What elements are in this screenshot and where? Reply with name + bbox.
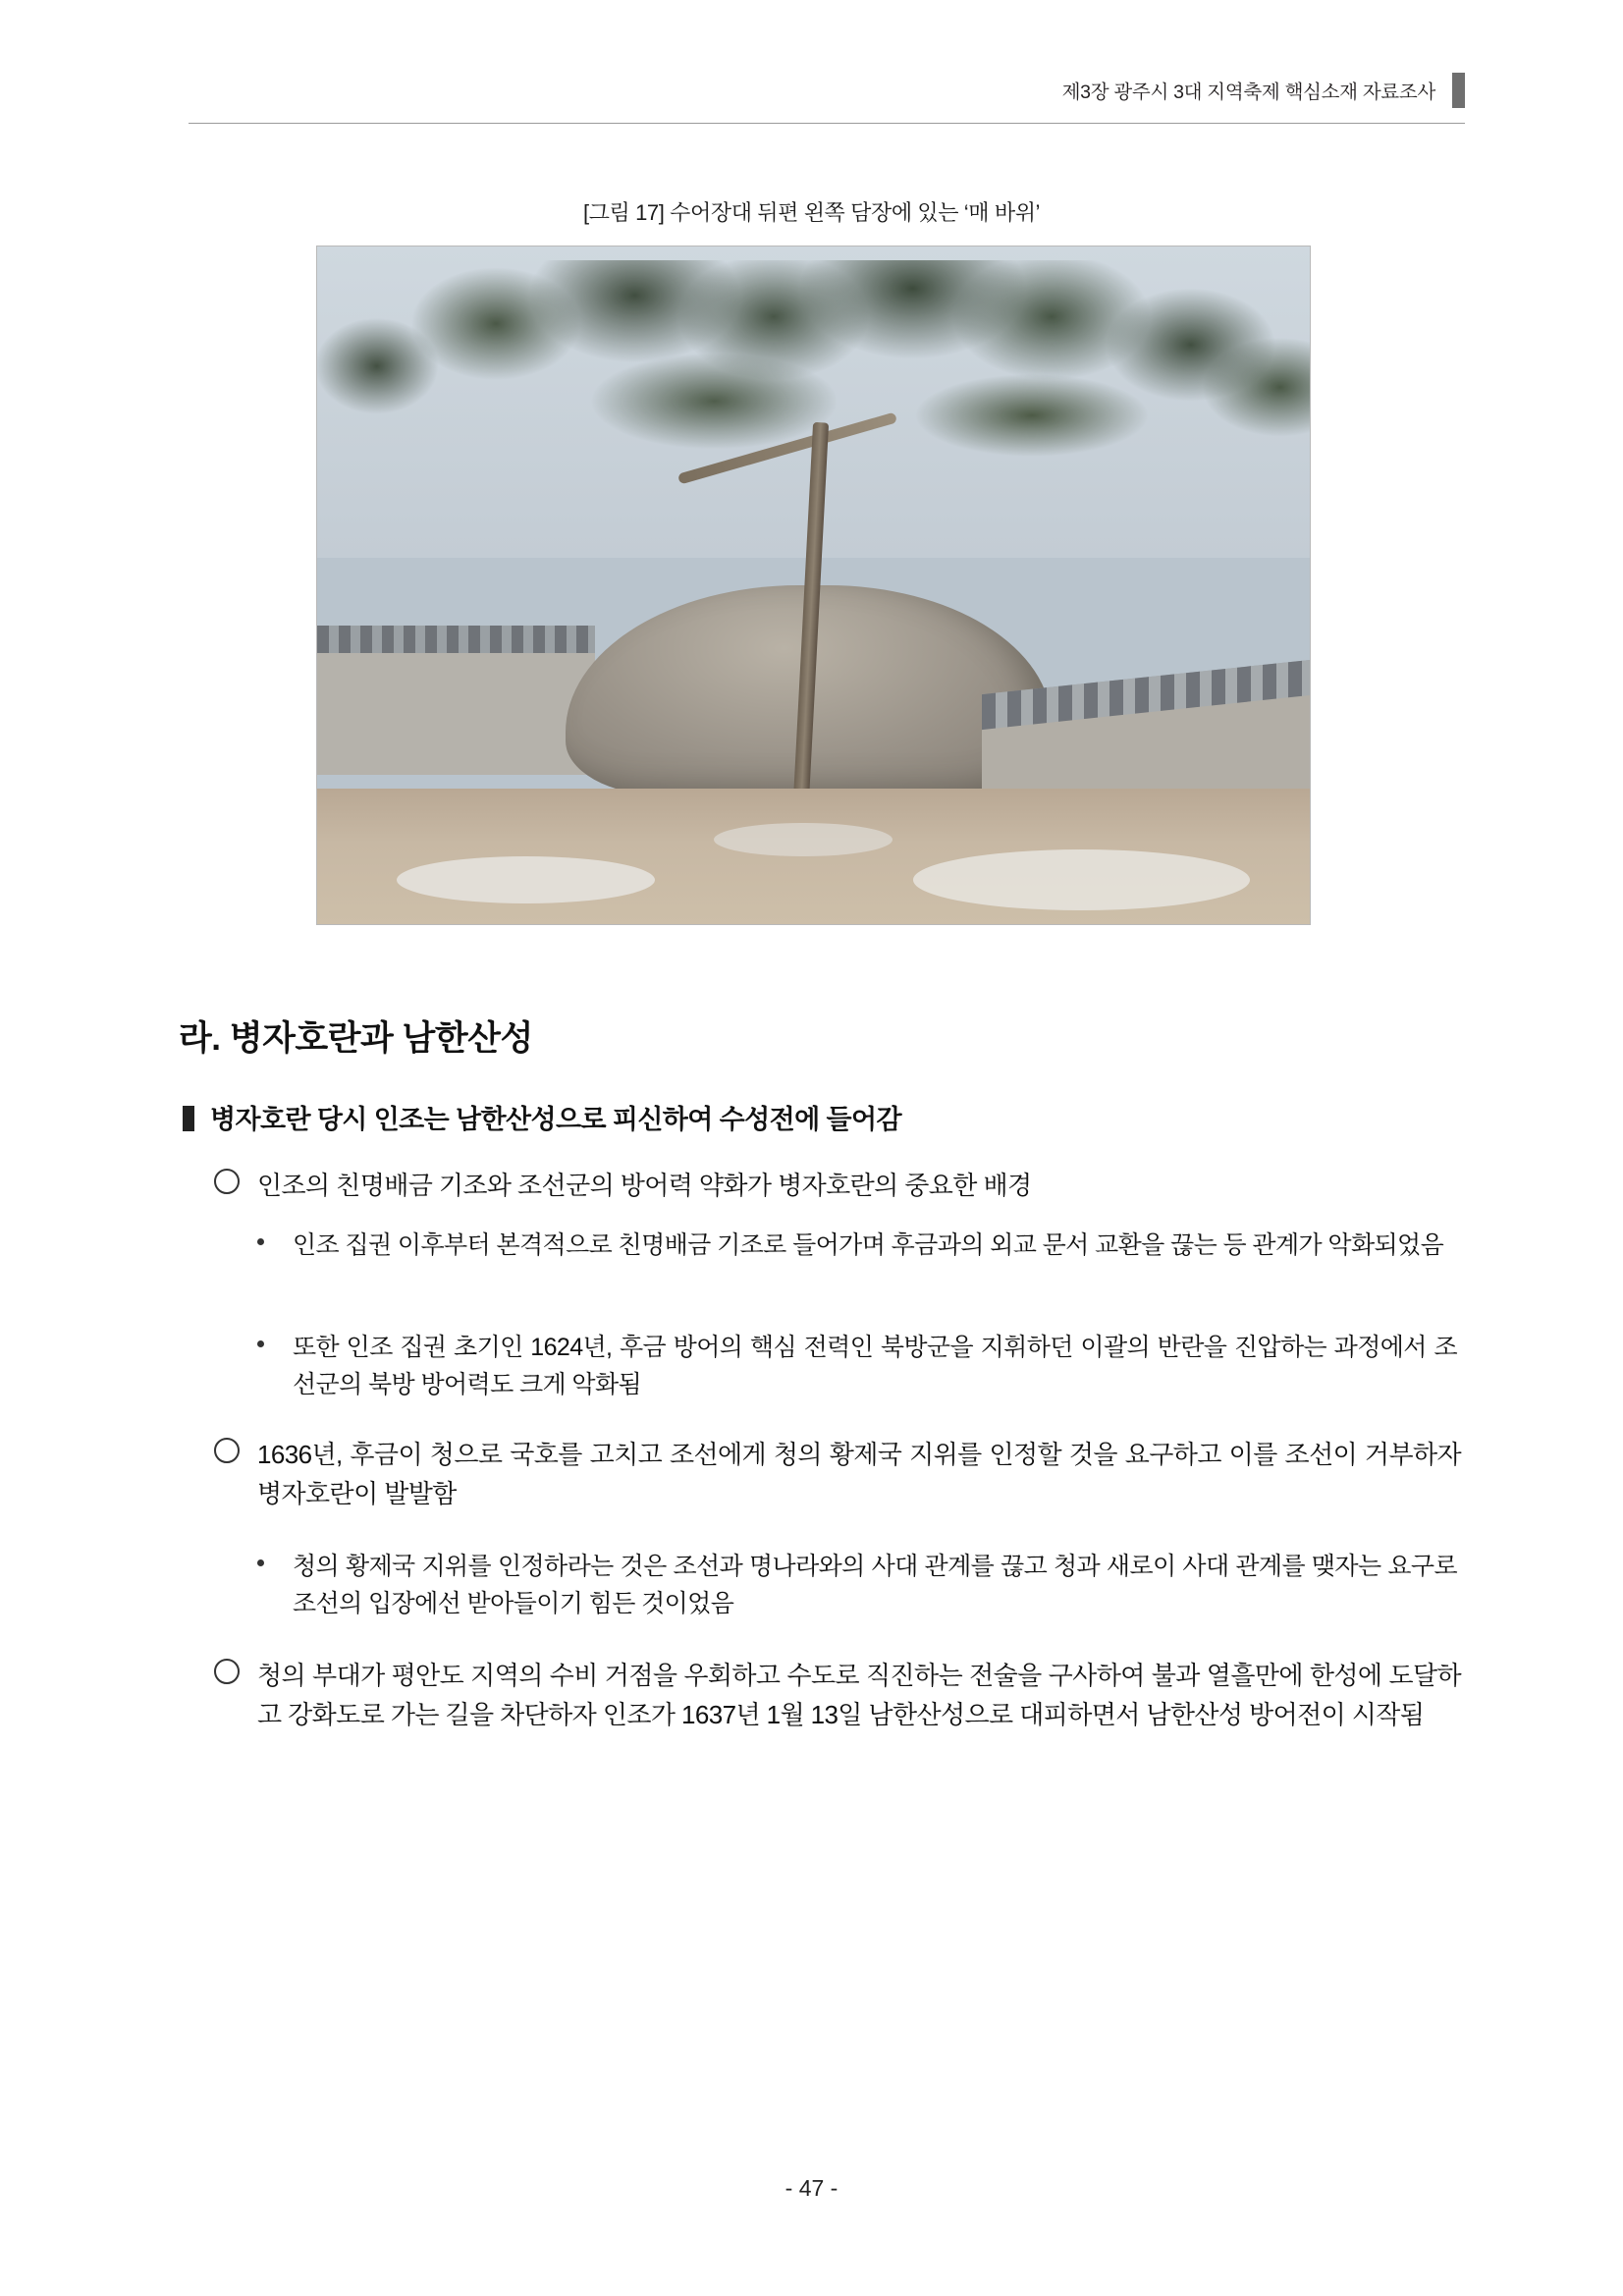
list-item (214, 1167, 1461, 1206)
list-item (214, 1657, 1461, 1734)
square-bullet-icon (183, 1106, 194, 1131)
page-header (189, 77, 1465, 116)
list-item (214, 1436, 1461, 1513)
list-item (257, 1329, 1457, 1403)
dot-bullet-icon (257, 1559, 264, 1566)
bullet-level1 (183, 1098, 1449, 1136)
list-item-text: 인조 집권 이후부터 본격적으로 친명배금 기조로 들어가며 후금과의 외교 문서 교환을 끊는 등 관계가 악화되었음 (293, 1231, 1444, 1259)
photo-wall-left (317, 626, 595, 775)
header-marker-bar (1452, 73, 1465, 108)
circle-bullet-icon (214, 1438, 240, 1463)
figure-image (316, 246, 1311, 925)
list-item-text: 청의 황제국 지위를 인정하라는 것은 조선과 명나라와의 사대 관계를 끊고 청과 새로이 사대 관계를 맺자는 요구로 조선의 입장에선 받아들이기 힘든 것이었음 (293, 1553, 1457, 1617)
section-heading: 라. 병자호란과 남한산성 (179, 1019, 533, 1058)
page-number: - 47 - (784, 2175, 839, 2201)
photo-canvas (317, 246, 1310, 924)
figure-caption: [그림 17] 수어장대 뒤편 왼쪽 담장에 있는 ‘매 바위’ (582, 200, 1041, 225)
list-item (257, 1227, 1457, 1264)
dot-bullet-icon (257, 1238, 264, 1245)
list-item-text: 1636년, 후금이 청으로 국호를 고치고 조선에게 청의 황제국 지위를 인정할 것을 요구하고 이를 조선이 거부하자 병자호란이 발발함 (257, 1440, 1461, 1508)
list-item (257, 1548, 1457, 1622)
running-head: 제3장 광주시 3대 지역축제 핵심소재 자료조사 (1061, 82, 1435, 103)
list-item-text: 또한 인조 집권 초기인 1624년, 후금 방어의 핵심 전력인 북방군을 지휘하던 이괄의 반란을 진압하는 과정에서 조선군의 북방 방어력도 크게 악화됨 (293, 1334, 1457, 1398)
circle-bullet-icon (214, 1169, 240, 1194)
bullet-level1-text: 병자호란 당시 인조는 남한산성으로 피신하여 수성전에 들어감 (210, 1105, 901, 1134)
photo-snow-patch (397, 856, 655, 903)
list-item-text: 청의 부대가 평안도 지역의 수비 거점을 우회하고 수도로 직진하는 전술을 구사하여 불과 열흘만에 한성에 도달하고 강화도로 가는 길을 차단하자 인조가 1637년 1월 13일 남한산성으로 대피하면서 남한산성 방어전이 시작됨 (257, 1661, 1461, 1729)
list-item-text: 인조의 친명배금 기조와 조선군의 방어력 약화가 병자호란의 중요한 배경 (257, 1171, 1032, 1200)
photo-snow-patch (714, 823, 893, 857)
header-divider (189, 123, 1465, 124)
dot-bullet-icon (257, 1340, 264, 1347)
circle-bullet-icon (214, 1659, 240, 1684)
photo-snow-patch (913, 849, 1251, 910)
